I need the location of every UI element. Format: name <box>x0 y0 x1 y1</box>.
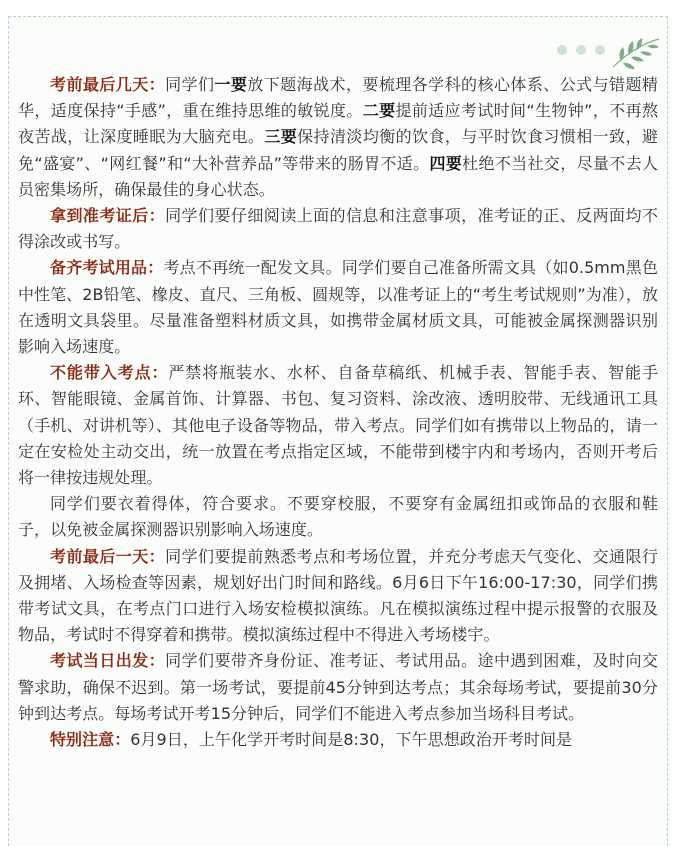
emphasis-text: 四要 <box>429 153 463 173</box>
body-text: 杜绝不当社交，尽量不去人员密集场所，确保最佳的身心状态。 <box>18 153 658 199</box>
body-text: 同学们要衣着得体，符合要求。不要穿校服，不要穿有金属纽扣或饰品的衣服和鞋子，以免被金属探测器识别影响入场速度。 <box>18 494 658 540</box>
body-text: 考点不再统一配发文具。同学们要自己准备所需文具（如0.5mm黑色中性笔、2B铅笔、橡皮、直尺、三角板、圆规等，以准考证上的“考生考试规则”为准），放在透明文具袋里。尽量准备塑料材质文具，如携带金属材质文具，可能被金属探测器识别影响入场速度。 <box>18 258 658 357</box>
body-text: 提前适应考试时间“生物钟”，不再熬夜苦战，让深度睡眠为大脑充电。 <box>18 101 658 147</box>
body-text: 保持清淡均衡的饮食，与平时饮食习惯相一致，避免“盛宴”、“网红餐”和“大补营养品”等带来的肠胃不适。 <box>18 127 658 173</box>
body-text: 严禁将瓶装水、水杯、自备草稿纸、机械手表、智能手表、智能手环、智能眼镜、金属首饰、计算器、书包、复习资料、涂改液、透明胶带、无线通讯工具（手机、对讲机等）、其他电子设备等物品，带入考点。同学们如有携带以上物品的，请一定在安检处主动交出，统一放置在考点指定区域，不能带到楼宇内和考场内，否则开考后将一律按违规处理。 <box>18 363 658 488</box>
article-card <box>8 16 668 846</box>
emphasis-text: 二要 <box>362 101 396 121</box>
paragraph <box>18 360 658 491</box>
body-text: 同学们要带齐身份证、准考证、考试用品。途中遇到困难，及时向交警求助，确保不迟到。第一场考试，要提前45分钟到达考点；其余每场考试，要提前30分钟到达考点。每场考试开考15分钟后，同学们不能进入考点参加当场科目考试。 <box>18 651 658 723</box>
paragraph <box>18 255 658 360</box>
body-text: 同学们要仔细阅读上面的信息和注意事项，准考证的正、反两面均不得涂改或书写。 <box>18 206 658 252</box>
paragraph-heading: 特别注意： <box>50 730 131 750</box>
body-text: 同学们 <box>165 75 215 94</box>
emphasis-text: 三要 <box>264 127 298 147</box>
paragraph-heading: 考试当日出发： <box>50 651 166 671</box>
body-text: 同学们要提前熟悉考点和考场位置，并充分考虑天气变化、交通限行及拥堵、入场检查等因素，规划好出门时间和路线。6月6日下午16:00-17:30，同学们携带考试文具，在考点门口进行入场安检模拟演练。凡在模拟演练过程中提示报警的衣服及物品，考试时不得穿着和携带。模拟演练过程中不得进入考场楼宇。 <box>18 546 658 645</box>
paragraph <box>18 544 658 649</box>
paragraph-heading: 考前最后几天： <box>50 75 166 94</box>
paragraph <box>18 72 658 203</box>
emphasis-text: 一要 <box>214 75 248 94</box>
paragraph-heading: 考前最后一天： <box>50 546 166 566</box>
body-text: 6月9日，上午化学开考时间是8:30，下午思想政治开考时间是 <box>130 730 573 750</box>
paragraph <box>18 648 658 727</box>
paragraph-heading: 拿到准考证后： <box>50 206 166 226</box>
paragraph <box>18 491 658 543</box>
article-body <box>18 72 658 753</box>
paragraph <box>18 727 658 753</box>
paragraph-heading: 不能带入考点： <box>50 363 169 383</box>
body-text: 放下题海战术，要梳理各学科的核心体系、公式与错题精华，适度保持“手感”，重在维持思维的敏锐度。 <box>18 75 658 121</box>
paragraph-heading: 备齐考试用品： <box>50 258 164 278</box>
paragraph <box>18 203 658 255</box>
